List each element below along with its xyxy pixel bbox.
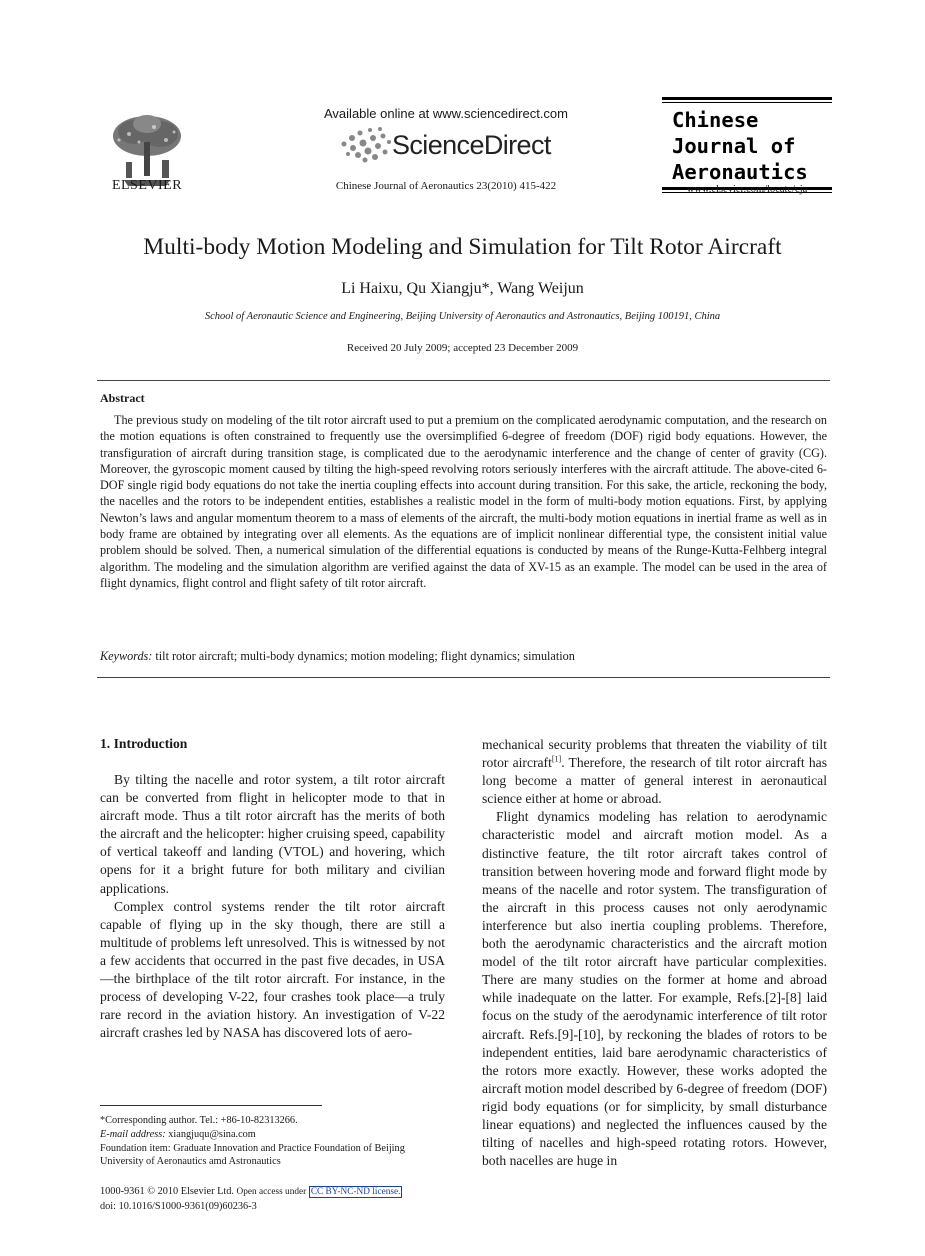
- available-online-text[interactable]: Available online at www.sciencedirect.com: [324, 106, 568, 121]
- keywords: [100, 649, 827, 664]
- author-list: Li Haixu, Qu Xiangju*, Wang Weijun: [341, 280, 584, 297]
- journal-title-line1: Chinese: [672, 108, 759, 132]
- left-column: [100, 771, 445, 1042]
- foundation-note: Foundation item: Graduate Innovation and Practice Foundation of Beijing University of Aeronautics amd Astronautics: [100, 1142, 405, 1168]
- citation-ref[interactable]: [1]: [551, 754, 562, 764]
- journal-citation: Chinese Journal of Aeronautics 23(2010) 415-422: [335, 180, 557, 192]
- paragraph: Flight dynamics modeling has relation to aerodynamic characteristic model and aircraft motion model. As a distinctive feature, the tilt rotor aircraft takes control of transition between hovering mode and forward flight mode by means of the nacelle and rotor system. The transfiguration of the aircraft in this process causes not only aerodynamic interference but also inertia coupling problems. Therefore, both the aerodynamic characteristics and the aircraft motion model of the tilt rotor aircraft have particular complexities. There are many studies on the former at home and abroad while inadequate on the latter. For example, Refs.[2]-[8] laid focus on the study of the aerodynamic interference of tilt rotor aircraft. Refs.[9]-[10], by reckoning the blades of rotors to be independent entities, laid bare aerodynamic characteristics of the rotors more exactly. However, these works adopted the aircraft motion model described by 6-degree of freedom (DOF) rigid body equations (or for simplicity, by small disturbance linear equations) and neglected the influences caused by the tilting of nacelles and high-speed rotating rotors. However, both nacelles are huge in: [482, 809, 828, 1169]
- copyright-block: [100, 1185, 445, 1214]
- copyright-line: [100, 1185, 445, 1200]
- publisher-name: ELSEVIER: [111, 178, 183, 193]
- license-link[interactable]: CC BY-NC-ND license.: [310, 1187, 401, 1197]
- paper-title: Multi-body Motion Modeling and Simulation for Tilt Rotor Aircraft: [143, 234, 782, 260]
- abstract-top-rule: [97, 380, 830, 381]
- corresponding-author-note: *Corresponding author. Tel.: +86-10-82313266.: [100, 1115, 298, 1126]
- journal-title-line3: Aeronautics: [672, 160, 808, 184]
- affiliation: School of Aeronautic Science and Engineering, Beijing University of Aeronautics and Astronautics, Beijing 100191, China: [204, 311, 721, 322]
- right-column: [482, 736, 827, 1170]
- email-label: E-mail address:: [100, 1128, 166, 1140]
- paragraph-text: . Therefore, the research of tilt rotor aircraft has long become a matter of general interest in aeronautical science either at home or abroad.: [482, 755, 827, 807]
- journal-masthead: [662, 97, 832, 193]
- keywords-list: tilt rotor aircraft; multi-body dynamics; motion modeling; flight dynamics; simulation: [155, 649, 575, 663]
- footnotes: [100, 1114, 445, 1169]
- paragraph: By tilting the nacelle and rotor system, a tilt rotor aircraft can be converted from flight in helicopter mode to that in aircraft mode. Thus a tilt rotor aircraft has the merits of both the aircraft and the helicopter: higher cruising speed, capability of vertical takeoff and landing (VTOL) and hovering, which opens for it a bright future for both military and civilian applications.: [100, 772, 445, 896]
- email-note: [100, 1128, 445, 1142]
- journal-url[interactable]: www.elsevier.com/locate/cja: [686, 184, 808, 195]
- abstract-heading: Abstract: [100, 391, 145, 405]
- received-dates: Received 20 July 2009; accepted 23 December 2009: [346, 342, 579, 354]
- email-address[interactable]: xiangjuqu@sina.com: [168, 1128, 256, 1140]
- keywords-label: Keywords:: [100, 649, 153, 663]
- paragraph: [482, 736, 827, 808]
- abstract-text: The previous study on modeling of the tilt rotor aircraft used to put a premium on the complicated aerodynamic computation, and the research on the motion equations is often constrained to frequently use the oversimplified 6-degree of freedom (DOF) rigid body equations. However, the transfiguration of aircraft during transition stage, is complicated due to the aerodynamic interference and the change of center of gravity (CG). Moreover, the gyroscopic moment caused by tilting the high-speed revolving rotors seriously interferes with the aircraft attitude. The above-cited 6-DOF single rigid body equations do not take the inertia coupling effects into account during transition. For this sake, the article, reckoning the body, the nacelles and the rotors to be independent entities, establishes a realistic model in the form of multi-body motion equations. First, by applying Newton’s laws and angular momentum theorem to a mass of elements of the aircraft, the multi-body motion equations in inertial frame as well as in body frame are obtained by integrating over all elements. As the equations are of implicit nonlinear differential type, the consistent initial value problem should be solved. Then, a numerical simulation of the differential equations is conducted by means of the Runge-Kutta-Felhberg integral algorithm. The modeling and the simulation algorithm are verified against the data of XV-15 as an example. The model can be used in the area of flight dynamics, flight control and flight safety of tilt rotor aircraft.: [100, 413, 827, 590]
- sciencedirect-wordmark: ScienceDirect: [392, 130, 551, 160]
- journal-title: [662, 103, 832, 187]
- journal-title-line2: Journal of: [672, 134, 796, 158]
- paragraph: Complex control systems render the tilt rotor aircraft capable of flying up in the sky though, there are still a multitude of problems left unresolved. This is witnessed by not a few accidents that occurred in the past five decades, in USA—the birthplace of the tilt rotor aircraft. For instance, in the process of developing V-22, four crashes took place—a truly rare record in the aviation history. An investigation of V-22 aircraft crashes led by NASA has discovered lots of aero-: [100, 898, 445, 1041]
- paragraph-text: mechanical security problems that threaten the viability of tilt rotor aircraft: [482, 737, 827, 771]
- section-heading-introduction: 1. Introduction: [100, 736, 188, 751]
- copyright-text: 1000-9361 © 2010 Elsevier Ltd.: [100, 1186, 234, 1197]
- footnote-rule: [100, 1105, 322, 1106]
- abstract-bottom-rule: [97, 677, 830, 678]
- open-access-text: Open access under: [236, 1187, 307, 1197]
- doi[interactable]: doi: 10.1016/S1000-9361(09)60236-3: [100, 1200, 257, 1212]
